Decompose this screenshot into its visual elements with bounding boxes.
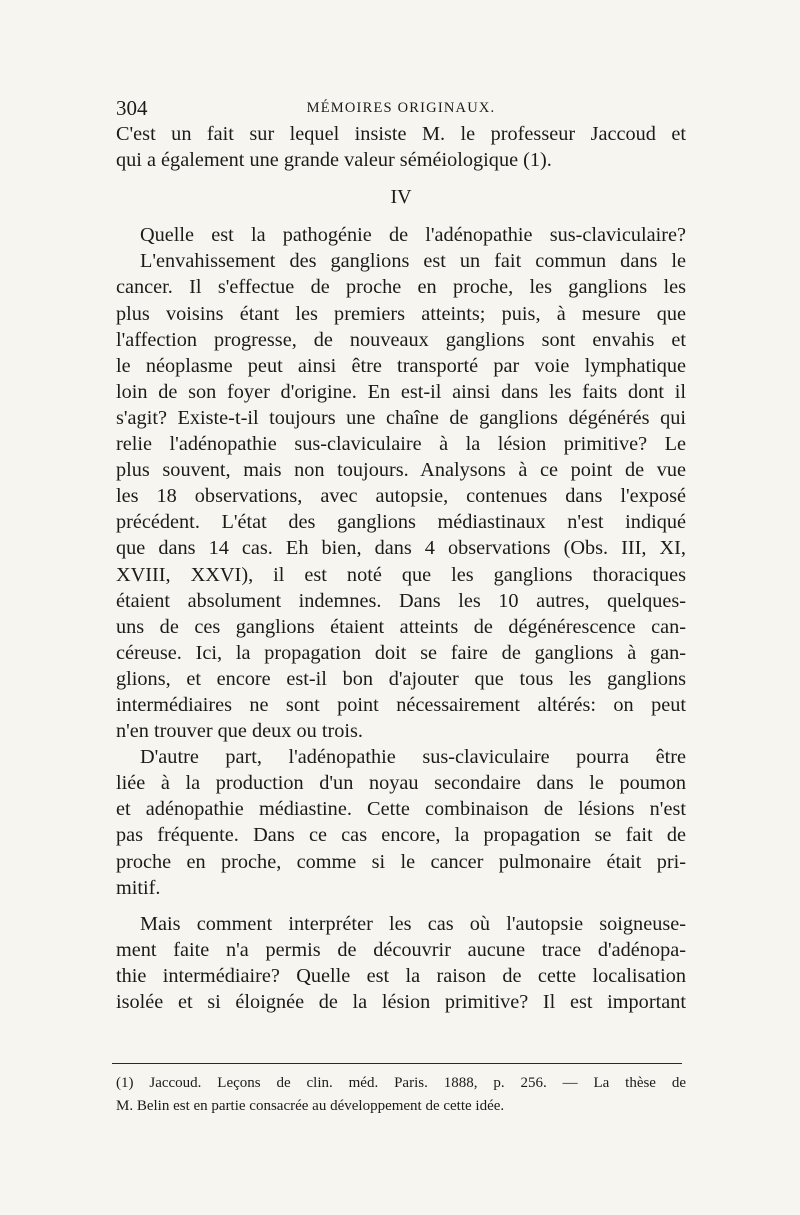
paragraph-gap <box>116 901 686 911</box>
footnote-line: M. Belin est en partie consacrée au développement de cette idée. <box>116 1098 505 1114</box>
text-line: isolée et si éloignée de la lésion primitive? Il est important <box>116 991 686 1013</box>
text-line: qui a également une grande valeur séméiologique (1). <box>116 149 552 172</box>
text-line: l'affection progresse, de nouveaux ganglions sont envahis et <box>116 328 686 351</box>
text-line: les 18 observations, avec autopsie, contenues dans l'exposé <box>116 485 686 508</box>
text-line: Quelle est la pathogénie de l'adénopathie sus-claviculaire? <box>140 224 686 247</box>
text-line: XVIII, XXVI), il est noté que les ganglions thoraciques <box>116 563 686 586</box>
text-line: et adénopathie médiastine. Cette combinaison de lésions n'est <box>116 798 686 821</box>
text-line: L'envahissement des ganglions est un fait commun dans le <box>140 250 686 273</box>
footnote-line: (1) Jaccoud. Leçons de clin. méd. Paris. 1888, p. 256. — La thèse de <box>116 1075 686 1091</box>
text-line: glions, et encore est-il bon d'ajouter que tous les ganglions <box>116 667 686 690</box>
body-text <box>116 121 686 1015</box>
text-line: s'agit? Existe-t-il toujours une chaîne de ganglions dégénérés qui <box>116 406 686 429</box>
running-head: MÉMOIRES ORIGINAUX. <box>306 100 496 116</box>
text-line: intermédiaires ne sont point nécessairement altérés: on peut <box>116 693 686 716</box>
text-line: Mais comment interpréter les cas où l'autopsie soigneuse- <box>140 912 686 935</box>
text-line: liée à la production d'un noyau secondaire dans le poumon <box>116 772 686 795</box>
text-line: D'autre part, l'adénopathie sus-claviculaire pourra être <box>140 746 686 769</box>
text-line: thie intermédiaire? Quelle est la raison de cette localisation <box>116 964 686 987</box>
text-line: plus voisins étant les premiers atteints; puis, à mesure que <box>116 302 686 325</box>
text-line: loin de son foyer d'origine. En est-il ainsi dans les faits dont il <box>116 380 686 403</box>
text-line: que dans 14 cas. Eh bien, dans 4 observations (Obs. III, XI, <box>116 537 686 560</box>
footnote-rule <box>112 1063 682 1064</box>
text-line: uns de ces ganglions étaient atteints de dégénérescence can- <box>116 615 686 638</box>
section-heading: IV <box>390 186 412 209</box>
text-line: plus souvent, mais non toujours. Analysons à ce point de vue <box>116 459 686 482</box>
text-line: céreuse. Ici, la propagation doit se faire de ganglions à gan- <box>116 641 686 664</box>
text-line: précédent. L'état des ganglions médiastinaux n'est indiqué <box>116 511 686 534</box>
footnote <box>116 1072 686 1118</box>
page-number: 304 <box>116 96 148 120</box>
text-line: mitif. <box>116 876 161 899</box>
text-line: ment faite n'a permis de découvrir aucune trace d'adénopa- <box>116 938 686 961</box>
text-line: C'est un fait sur lequel insiste M. le professeur Jaccoud et <box>116 123 686 145</box>
text-line: étaient absolument indemnes. Dans les 10 autres, quelques- <box>116 589 686 612</box>
page-header <box>116 96 686 124</box>
text-line: cancer. Il s'effectue de proche en proche, les ganglions les <box>116 276 686 299</box>
text-line: relie l'adénopathie sus-claviculaire à la lésion primitive? Le <box>116 433 686 456</box>
text-line: proche en proche, comme si le cancer pulmonaire était pri- <box>116 850 686 873</box>
text-line: le néoplasme peut ainsi être transporté par voie lymphatique <box>116 354 686 377</box>
text-line: pas fréquente. Dans ce cas encore, la propagation se fait de <box>116 824 686 847</box>
text-line: n'en trouver que deux ou trois. <box>116 720 363 743</box>
